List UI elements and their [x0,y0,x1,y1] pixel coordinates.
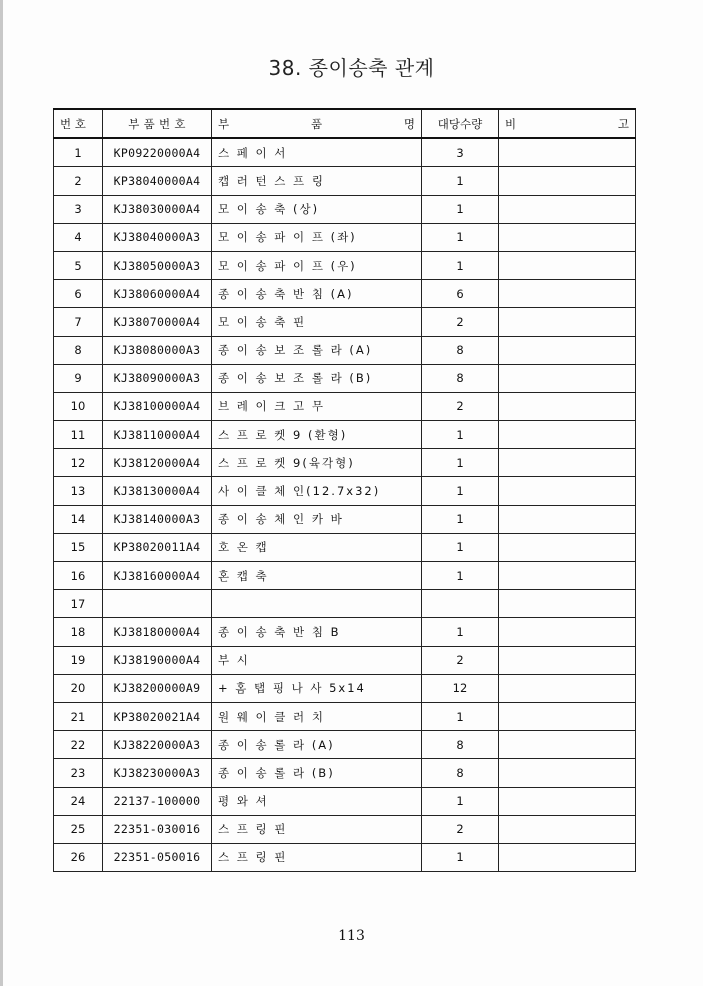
header-name-left: 부 [218,116,230,131]
table-row [54,167,636,195]
row-qty: 2 [422,646,499,674]
row-name: 사 이 클 체 인(12.7x32) [212,477,422,505]
row-remarks [499,618,636,646]
row-no: 2 [54,167,103,195]
row-qty: 2 [422,308,499,336]
row-qty: 1 [422,477,499,505]
row-remarks [499,308,636,336]
row-no: 10 [54,392,103,420]
row-part-number: KJ38230000A3 [103,759,212,787]
row-qty: 8 [422,731,499,759]
row-no: 13 [54,477,103,505]
row-no: 23 [54,759,103,787]
row-no: 15 [54,533,103,561]
row-remarks [499,702,636,730]
row-qty: 3 [422,138,499,167]
row-qty: 8 [422,759,499,787]
table-row [54,702,636,730]
header-remarks-right: 고 [617,116,629,131]
header-name [212,109,422,138]
row-part-number: KJ38050000A3 [103,251,212,279]
row-no: 18 [54,618,103,646]
row-qty: 12 [422,674,499,702]
row-remarks [499,449,636,477]
row-remarks [499,562,636,590]
row-qty: 2 [422,392,499,420]
header-name-spread [218,116,421,132]
row-remarks [499,505,636,533]
table-row [54,280,636,308]
row-remarks [499,646,636,674]
table-row [54,759,636,787]
row-remarks [499,392,636,420]
row-name: 스 프 로 켓 9(육각형) [212,449,422,477]
table-row [54,251,636,279]
header-qty [422,109,499,138]
header-remarks [499,109,636,138]
row-remarks [499,195,636,223]
row-name: 브 레 이 크 고 무 [212,392,422,420]
row-part-number: KJ38060000A4 [103,280,212,308]
row-no: 14 [54,505,103,533]
row-name: 모 이 송 축 (상) [212,195,422,223]
row-remarks [499,336,636,364]
row-qty: 1 [422,618,499,646]
table-row [54,843,636,871]
row-no: 26 [54,843,103,871]
row-part-number: KJ38130000A4 [103,477,212,505]
row-part-number: 22351-050016 [103,843,212,871]
row-qty: 1 [422,843,499,871]
row-name [212,590,422,618]
row-qty: 1 [422,787,499,815]
header-name-right: 명 [403,116,415,131]
row-name: 모 이 송 파 이 프 (우) [212,251,422,279]
row-no: 24 [54,787,103,815]
row-name: 부 시 [212,646,422,674]
row-qty: 8 [422,336,499,364]
table-row [54,477,636,505]
row-name: 종 이 송 보 조 롤 라 (B) [212,364,422,392]
row-remarks [499,787,636,815]
header-part-number-label: 부 품 번 호 [128,116,186,131]
row-qty: 8 [422,364,499,392]
row-no: 6 [54,280,103,308]
table-row [54,421,636,449]
row-part-number: 22137-100000 [103,787,212,815]
row-remarks [499,364,636,392]
row-qty: 2 [422,815,499,843]
row-name: + 홈 탭 핑 나 사 5x14 [212,674,422,702]
row-no: 25 [54,815,103,843]
row-name: 호 온 캡 [212,533,422,561]
row-name: 스 프 로 켓 9 (환형) [212,421,422,449]
row-no: 8 [54,336,103,364]
table-row [54,674,636,702]
row-no: 5 [54,251,103,279]
row-name: 스 페 이 서 [212,138,422,167]
row-name: 모 이 송 파 이 프 (좌) [212,223,422,251]
row-part-number: KJ38110000A4 [103,421,212,449]
row-part-number: KJ38190000A4 [103,646,212,674]
header-remarks-spread [499,116,635,132]
row-no: 22 [54,731,103,759]
row-qty: 1 [422,449,499,477]
row-qty: 1 [422,251,499,279]
row-part-number: KJ38030000A4 [103,195,212,223]
row-name: 스 프 링 핀 [212,843,422,871]
row-no: 1 [54,138,103,167]
parts-table-body [54,138,636,871]
row-part-number: KJ38160000A4 [103,562,212,590]
row-no: 9 [54,364,103,392]
row-no: 17 [54,590,103,618]
row-qty: 1 [422,167,499,195]
row-part-number: KJ38220000A3 [103,731,212,759]
row-remarks [499,815,636,843]
row-remarks [499,674,636,702]
row-remarks [499,138,636,167]
row-no: 4 [54,223,103,251]
row-no: 12 [54,449,103,477]
row-remarks [499,477,636,505]
row-name: 혼 캡 축 [212,562,422,590]
header-part-number [103,109,212,138]
row-no: 11 [54,421,103,449]
row-name: 종 이 송 보 조 롤 라 (A) [212,336,422,364]
row-no: 3 [54,195,103,223]
table-row [54,731,636,759]
row-part-number: KJ38040000A3 [103,223,212,251]
table-row [54,138,636,167]
table-header-row [54,109,636,138]
scan-edge [0,0,3,986]
table-row [54,562,636,590]
page-title: 38. 종이송축 관계 [268,56,435,80]
row-name: 평 와 셔 [212,787,422,815]
row-remarks [499,223,636,251]
row-part-number: KJ38080000A3 [103,336,212,364]
table-row [54,364,636,392]
table-row [54,449,636,477]
row-qty: 1 [422,223,499,251]
row-part-number: KJ38090000A3 [103,364,212,392]
row-remarks [499,759,636,787]
row-remarks [499,590,636,618]
row-name: 스 프 링 핀 [212,815,422,843]
row-qty: 1 [422,562,499,590]
row-name: 종 이 송 축 반 침 (A) [212,280,422,308]
row-remarks [499,421,636,449]
row-part-number: KJ38140000A3 [103,505,212,533]
table-row [54,505,636,533]
row-qty: 1 [422,505,499,533]
table-row [54,815,636,843]
row-name: 모 이 송 축 핀 [212,308,422,336]
row-qty: 6 [422,280,499,308]
row-remarks [499,251,636,279]
page-number: 113 [338,928,365,944]
row-remarks [499,843,636,871]
parts-table [53,108,636,872]
row-part-number: KP38020011A4 [103,533,212,561]
row-no: 19 [54,646,103,674]
table-row [54,533,636,561]
row-part-number: KJ38200000A9 [103,674,212,702]
row-part-number: KJ38180000A4 [103,618,212,646]
row-part-number: KP38020021A4 [103,702,212,730]
row-part-number: KJ38120000A4 [103,449,212,477]
table-row [54,787,636,815]
row-qty: 1 [422,533,499,561]
row-name: 종 이 송 롤 라 (A) [212,731,422,759]
row-qty: 1 [422,421,499,449]
header-no [54,109,103,138]
table-row [54,195,636,223]
row-name: 종 이 송 체 인 카 바 [212,505,422,533]
row-part-number: KP09220000A4 [103,138,212,167]
row-remarks [499,280,636,308]
row-name: 원 웨 이 클 러 치 [212,702,422,730]
header-remarks-left: 비 [505,116,517,131]
table-row [54,590,636,618]
table-row [54,336,636,364]
header-no-label: 번 호 [60,116,86,131]
row-remarks [499,731,636,759]
row-part-number: KJ38100000A4 [103,392,212,420]
row-remarks [499,167,636,195]
row-name: 종 이 송 축 반 침 B [212,618,422,646]
row-name: 캡 러 턴 스 프 링 [212,167,422,195]
row-part-number: 22351-030016 [103,815,212,843]
row-qty: 1 [422,702,499,730]
row-qty: 1 [422,195,499,223]
table-row [54,308,636,336]
table-row [54,618,636,646]
table-row [54,646,636,674]
row-no: 21 [54,702,103,730]
row-part-number [103,590,212,618]
row-no: 20 [54,674,103,702]
table-row [54,392,636,420]
row-part-number: KP38040000A4 [103,167,212,195]
header-qty-label: 대당수량 [437,116,483,131]
header-name-mid: 품 [310,116,323,131]
row-part-number: KJ38070000A4 [103,308,212,336]
row-name: 종 이 송 롤 라 (B) [212,759,422,787]
row-remarks [499,533,636,561]
row-no: 7 [54,308,103,336]
row-qty [422,590,499,618]
table-row [54,223,636,251]
row-no: 16 [54,562,103,590]
